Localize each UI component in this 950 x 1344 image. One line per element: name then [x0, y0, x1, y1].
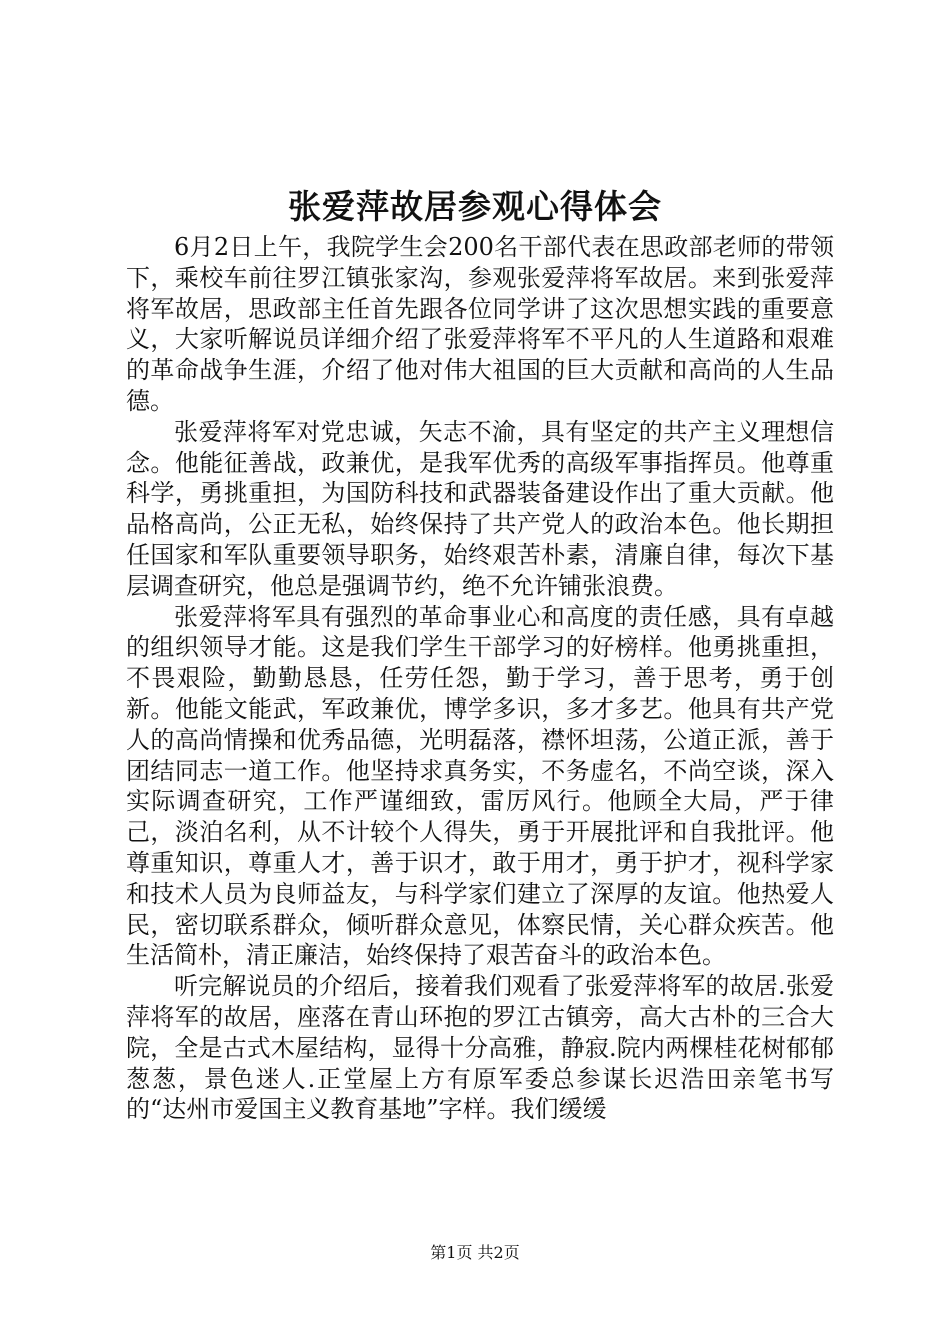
paragraph-3: 张爱萍将军具有强烈的革命事业心和高度的责任感，具有卓越的组织领导才能。这是我们学生干部学习的好榜样。他勇挑重担，不畏艰险，勤勤恳恳，任劳任怨，勤于学习，善于思考，勇于创新。他能文能武，军政兼优，博学多识，多才多艺。他具有共产党人的高尚情操和优秀品德，光明磊落，襟怀坦荡，公道正派，善于团结同志一道工作。他坚持求真务实，不务虚名，不尚空谈，深入实际调查研究，工作严谨细致，雷厉风行。他顾全大局，严于律己，淡泊名利，从不计较个人得失，勇于开展批评和自我批评。他尊重知识，尊重人才，善于识才，敢于用才，勇于护才，视科学家和技术人员为良师益友，与科学家们建立了深厚的友谊。他热爱人民，密切联系群众，倾听群众意见，体察民情，关心群众疾苦。他生活简朴，清正廉洁，始终保持了艰苦奋斗的政治本色。	[126, 602, 834, 970]
paragraph-4: 听完解说员的介绍后，接着我们观看了张爱萍将军的故居.张爱萍将军的故居，座落在青山环抱的罗江古镇旁，高大古朴的三合大院，全是古式木屋结构，显得十分高雅，静寂.院内两棵桂花树郁郁葱葱，景色迷人.正堂屋上方有原军委总参谋长迟浩田亲笔书写的“达州市爱国主义教育基地”字样。我们缓缓	[126, 972, 834, 1124]
paragraph-1: 6月2日上午，我院学生会200名干部代表在思政部老师的带领下，乘校车前往罗江镇张家沟，参观张爱萍将军故居。来到张爱萍将军故居，思政部主任首先跟各位同学讲了这次思想实践的重要意义，大家听解说员详细介绍了张爱萍将军不平凡的人生道路和艰难的革命战争生涯，介绍了他对伟大祖国的巨大贡献和高尚的人生品德。	[126, 233, 834, 415]
paragraph-2: 张爱萍将军对党忠诚，矢志不渝，具有坚定的共产主义理想信念。他能征善战，政兼优，是我军优秀的高级军事指挥员。他尊重科学，勇挑重担，为国防科技和武器装备建设作出了重大贡献。他品格高尚，公正无私，始终保持了共产党人的政治本色。他长期担任国家和军队重要领导职务，始终艰苦朴素，清廉自律，每次下基层调查研究，他总是强调节约，绝不允许铺张浪费。	[126, 417, 834, 600]
document-title: 张爱萍故居参观心得体会	[288, 187, 662, 226]
page-number-footer: 第1页 共2页	[430, 1243, 520, 1262]
document-body	[126, 232, 834, 1125]
